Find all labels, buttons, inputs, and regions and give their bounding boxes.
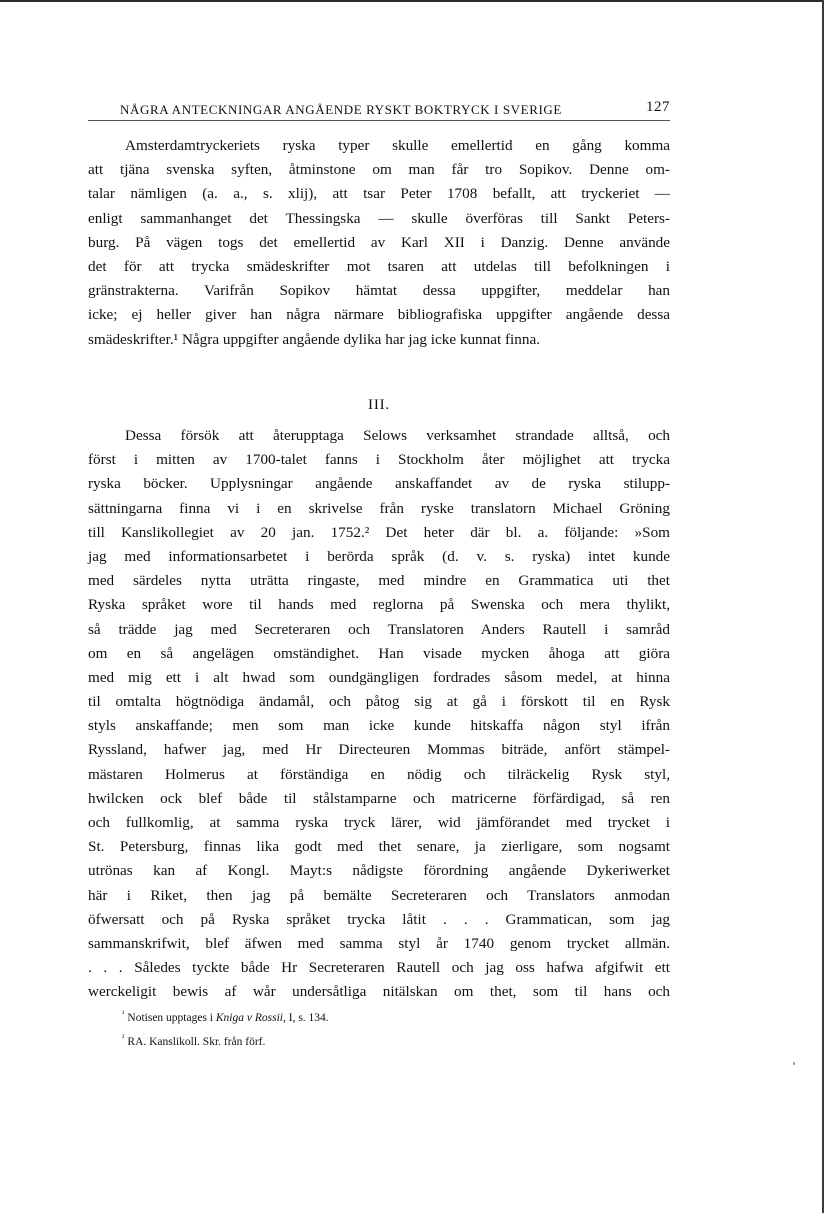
running-head — [88, 100, 670, 120]
text-line: med särdeles nytta uträtta ringaste, med mindre en Grammatica uti thet — [88, 572, 670, 590]
text-line: sättningarna finna vi i en skrivelse från ryske translatorn Michael Gröning — [88, 499, 670, 517]
text-line: ryska böcker. Upplysningar angående anskaffandet av de ryska stilupp- — [88, 475, 670, 493]
text-line: Ryska språket wore til hands med reglorna på Swenska och mera thylikt, — [88, 596, 670, 614]
scan-speck — [793, 1062, 795, 1065]
text-line: till Kanslikollegiet av 20 jan. 1752.² Det heter där bl. a. följande: »Som — [88, 523, 670, 541]
running-title: NÅGRA ANTECKNINGAR ANGÅENDE RYSKT BOKTRYCK I SVERIGE — [120, 102, 562, 117]
text-line: om en så angelägen omständighet. Han visade mycken åhoga att giöra — [88, 644, 670, 662]
text-line: hwilcken ock blef både til stålstamparne och matricerne förfärdigad, så ren — [88, 789, 670, 807]
text-line: gränstrakterna. Varifrån Sopikov hämtat dessa uppgifter, meddelar han — [88, 282, 670, 300]
text-line: St. Petersburg, finnas lika godt med thet senare, ja zierligare, som nogsamt — [88, 838, 670, 856]
text-line: werckeligit bewis af wår undersåtliga nitälskan om thet, som til hans och — [88, 983, 670, 1001]
text-line: öfwersatt och på Ryska språket trycka låtit . . . Grammatican, som jag — [88, 910, 670, 928]
text-line: . . . Således tyckte både Hr Secreteraren Rautell och jag oss hafwa afgifwit ett — [88, 959, 670, 977]
text-line: mästaren Holmerus at förständiga en nödig och tilräckelig Rysk styl, — [88, 765, 670, 783]
footnote-title-italic: Kniga v Rossii, — [215, 1011, 286, 1024]
text-line: här i Riket, then jag på bemälte Secreteraren och Translators anmodan — [88, 886, 670, 904]
paragraph-2 — [88, 424, 670, 1005]
footnote-marker: ² — [122, 1032, 125, 1042]
text-line: Amsterdamtryckeriets ryska typer skulle emellertid en gång komma — [125, 137, 670, 154]
text-line: först i mitten av 1700-talet fanns i Stockholm åter möjlighet att trycka — [88, 451, 670, 469]
footnotes — [122, 1004, 670, 1052]
page-number: 127 — [646, 99, 670, 115]
footnote-text: Notisen upptages i — [127, 1011, 216, 1024]
text-line: och fullkomlig, at samma ryska tryck lärer, wid jämförandet med trycket i — [88, 814, 670, 831]
text-line: med mig ett i alt hwad som oundgängligen fordrades såsom medel, at hinna — [88, 668, 670, 686]
text-line: burg. På vägen togs det emellertid av Karl XII i Danzig. Denne använde — [88, 233, 670, 251]
footnote-text: RA. Kanslikoll. Skr. från förf. — [127, 1035, 266, 1048]
text-line: styls anskaffande; men som man icke kunde hitskaffa någon styl ifrån — [88, 717, 670, 735]
scan-edge-top — [0, 0, 824, 2]
text-line: att tjäna svenska syften, åtminstone om man får tro Sopikov. Denne om- — [88, 161, 670, 179]
text-line: jag med informationsarbetet i berörda språk (d. v. s. ryska) intet kunde — [88, 547, 670, 565]
text-line: talar nämligen (a. a., s. xlij), att tsar Peter 1708 befallt, att tryckeriet — — [88, 185, 670, 203]
text-line: til omtalta högtnödiga ändamål, och påtog sig at gå i förskott til en Rysk — [88, 693, 670, 711]
text-line: icke; ej heller giver han några närmare bibliografiska uppgifter angående dessa — [88, 306, 670, 324]
footnote-marker: ¹ — [122, 1009, 125, 1018]
text-line: sammanskrifwit, blef äfwen med samma styl år 1740 genom trycket allmän. — [88, 934, 670, 952]
text-line: Ryssland, hafwer jag, med Hr Directeuren Mommas biträde, anfört stämpel- — [88, 741, 670, 759]
text-line: så trädde jag med Secreteraren och Translatoren Anders Rautell i samråd — [88, 620, 670, 638]
footnote-2 — [122, 1028, 670, 1052]
footnote-1 — [122, 1004, 670, 1028]
text-line: utrönas kan af Kongl. Mayt:s nådigste förordning angående Dykeriwerket — [88, 862, 670, 880]
header-rule — [88, 120, 670, 121]
text-line: Dessa försök att återupptaga Selows verksamhet strandade alltså, och — [125, 427, 670, 444]
footnote-text: I, s. 134. — [285, 1011, 329, 1024]
text-line: det för att trycka smädeskrifter mot tsaren att utdelas till befolkningen i — [88, 257, 670, 275]
text-line: enligt sammanhanget det Thessingska — skulle överföras till Sankt Peters- — [88, 209, 670, 227]
paragraph-1 — [88, 134, 670, 352]
section-heading: III. — [368, 397, 390, 413]
text-line: smädeskrifter.¹ Några uppgifter angående dylika har jag icke kunnat finna. — [88, 330, 540, 348]
